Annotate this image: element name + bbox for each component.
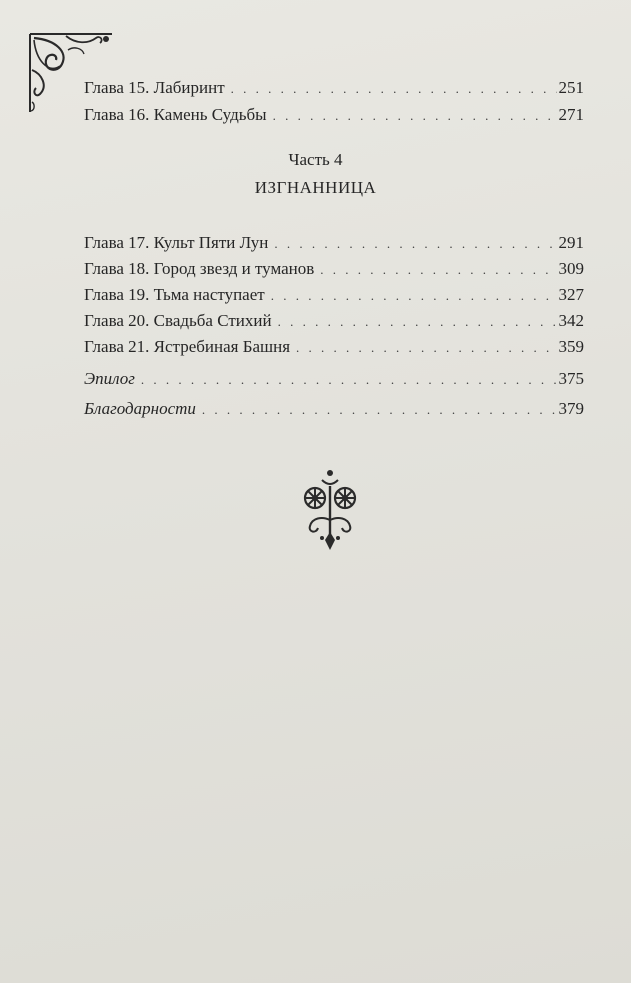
toc-entry-chapter-20 — [84, 310, 584, 333]
toc-entry-label: Глава 15. Лабиринт — [84, 78, 225, 97]
dot-leader — [320, 259, 556, 281]
part-title: ИЗГНАННИЦА — [254, 178, 377, 197]
dot-leader — [202, 399, 557, 421]
toc-entry-chapter-21 — [84, 336, 584, 359]
dot-leader — [273, 105, 557, 127]
toc-entry-label: Благодарности — [84, 399, 196, 418]
dot-leader — [141, 369, 557, 391]
toc-entry-page: 291 — [558, 233, 584, 252]
toc-entry-page: 379 — [558, 399, 584, 418]
dot-leader — [271, 285, 557, 307]
dot-leader — [231, 78, 557, 100]
toc-entry-epilogue — [84, 368, 584, 391]
part-number: Часть 4 — [288, 150, 343, 169]
toc-entry-chapter-19 — [84, 284, 584, 307]
dot-leader — [278, 311, 557, 333]
toc-entry-page: 359 — [558, 337, 584, 356]
toc-entry-label: Глава 17. Культ Пяти Лун — [84, 233, 269, 252]
toc-entry-label: Глава 20. Свадьба Стихий — [84, 311, 272, 330]
toc-entry-page: 271 — [558, 105, 584, 124]
toc-entry-chapter-18 — [84, 258, 584, 281]
toc-entry-label: Глава 18. Город звезд и туманов — [84, 259, 315, 278]
toc-entry-label: Эпилог — [84, 369, 135, 388]
toc-entry-label: Глава 16. Камень Судьбы — [84, 105, 267, 124]
toc-entry-page: 342 — [558, 311, 584, 330]
toc-entry-label: Глава 19. Тьма наступает — [84, 285, 265, 304]
dot-leader — [296, 337, 556, 359]
toc-entry-page: 327 — [558, 285, 584, 304]
corner-flourish-icon — [26, 30, 116, 115]
toc-entry-chapter-16 — [84, 104, 584, 127]
toc-entry-chapter-17 — [84, 232, 584, 255]
fleuron-ornament-icon — [298, 468, 362, 552]
toc-entry-page: 375 — [558, 369, 584, 388]
toc-entry-chapter-15 — [84, 77, 584, 100]
toc-entry-page: 251 — [558, 78, 584, 97]
toc-entry-label: Глава 21. Ястребиная Башня — [84, 337, 291, 356]
toc-entry-acknowledgements — [84, 398, 584, 421]
toc-entry-page: 309 — [558, 259, 584, 278]
dot-leader — [274, 233, 556, 255]
